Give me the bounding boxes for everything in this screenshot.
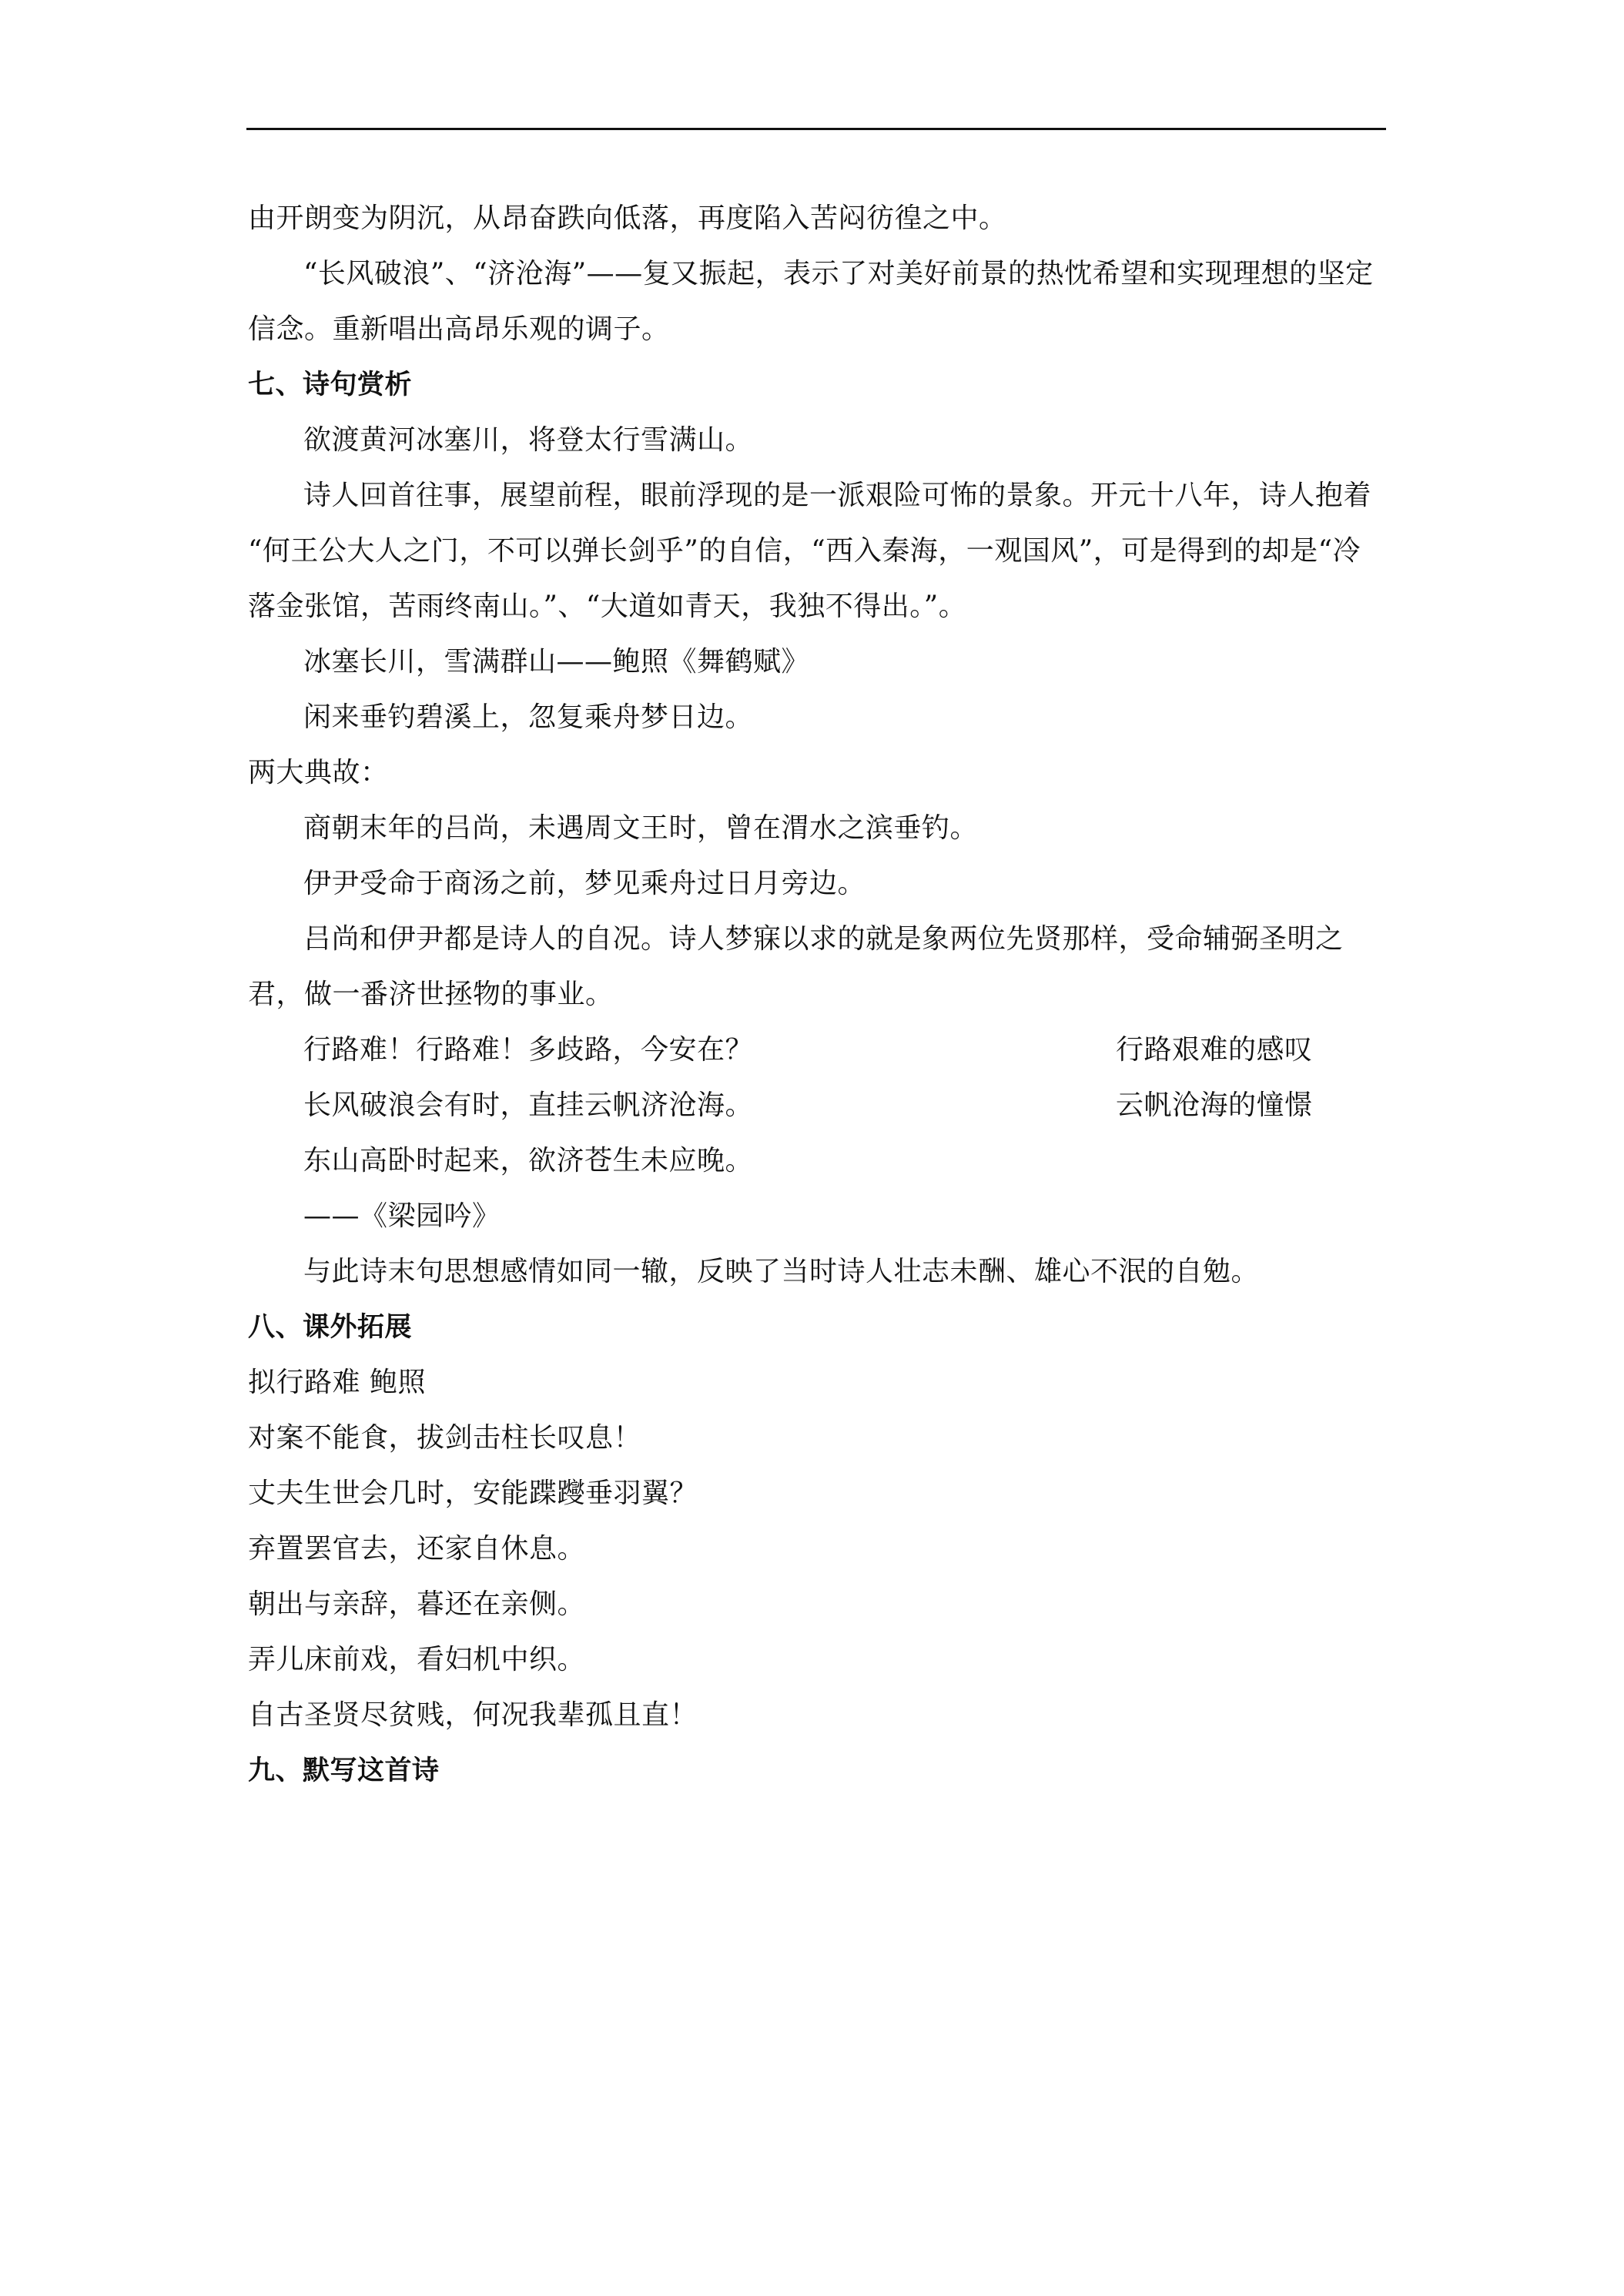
paragraph-line: 落金张馆，苦雨终南山。”、“大道如青天，我独不得出。”。 <box>248 591 967 622</box>
paragraph-line: “何王公大人之门，不可以弹长剑乎”的自信，“西入秦海，一观国风”，可是得到的却是“冷 <box>248 535 1361 567</box>
paragraph-line: 信念。重新唱出高昂乐观的调子。 <box>248 313 670 345</box>
paragraph-line: “长风破浪”、“济沧海”——复又振起，表示了对美好前景的热忱希望和实现理想的坚定 <box>303 258 1374 290</box>
paragraph-line: 由开朗变为阴沉，从昂奋跌向低落，再度陷入苦闷彷徨之中。 <box>248 202 1007 234</box>
paragraph-line: 吕尚和伊尹都是诗人的自况。诗人梦寐以求的就是象两位先贤那样，受命辅弼圣明之 <box>303 923 1344 955</box>
poem-source: ——《梁园吟》 <box>303 1200 501 1232</box>
poem-line: 自古圣贤尽贫贱，何况我辈孤且直！ <box>248 1699 698 1731</box>
document-body <box>248 191 1388 1799</box>
poem-line: 弄儿床前戏，看妇机中织。 <box>248 1644 586 1675</box>
paragraph-line: 君，做一番济世拯物的事业。 <box>248 979 614 1010</box>
quote-line: 冰塞长川，雪满群山——鲍照《舞鹤赋》 <box>303 646 810 678</box>
poem-line: 丈夫生世会几时，安能蹀躞垂羽翼？ <box>248 1478 698 1509</box>
paragraph-line: 伊尹受命于商汤之前，梦见乘舟过日月旁边。 <box>303 868 866 899</box>
section-heading-8: 八、课外拓展 <box>248 1312 413 1343</box>
poem-line: 弃置罢官去，还家自休息。 <box>248 1533 586 1565</box>
poem-line: 朝出与亲辞，暮还在亲侧。 <box>248 1588 586 1620</box>
poem-line: 东山高卧时起来，欲济苍生未应晚。 <box>303 1145 754 1176</box>
header-rule <box>246 128 1386 130</box>
paragraph-line: 诗人回首往事，展望前程，眼前浮现的是一派艰险可怖的景象。开元十八年，诗人抱着 <box>303 480 1372 511</box>
poem-line: 欲渡黄河冰塞川，将登太行雪满山。 <box>303 424 754 456</box>
poem-line: 行路难！行路难！多歧路，今安在？ <box>303 1034 754 1066</box>
paragraph-line: 与此诗末句思想感情如同一辙，反映了当时诗人壮志未酬、雄心不泯的自勉。 <box>303 1256 1260 1287</box>
poem-title: 拟行路难 鲍照 <box>248 1367 426 1398</box>
poem-row <box>248 1022 1388 1078</box>
poem-line: 长风破浪会有时，直挂云帆济沧海。 <box>303 1089 754 1121</box>
poem-note: 云帆沧海的憧憬 <box>1116 1089 1313 1121</box>
poem-line: 闲来垂钓碧溪上，忽复乘舟梦日边。 <box>303 701 754 733</box>
section-heading-7: 七、诗句赏析 <box>248 370 413 400</box>
poem-line: 对案不能食，拔剑击柱长叹息！ <box>248 1422 642 1454</box>
section-heading-9: 九、默写这首诗 <box>248 1755 440 1786</box>
poem-note: 行路艰难的感叹 <box>1116 1034 1313 1066</box>
paragraph-line: 两大典故： <box>248 757 389 788</box>
poem-row <box>248 1078 1388 1133</box>
paragraph-line: 商朝末年的吕尚，未遇周文王时，曾在渭水之滨垂钓。 <box>303 812 979 844</box>
